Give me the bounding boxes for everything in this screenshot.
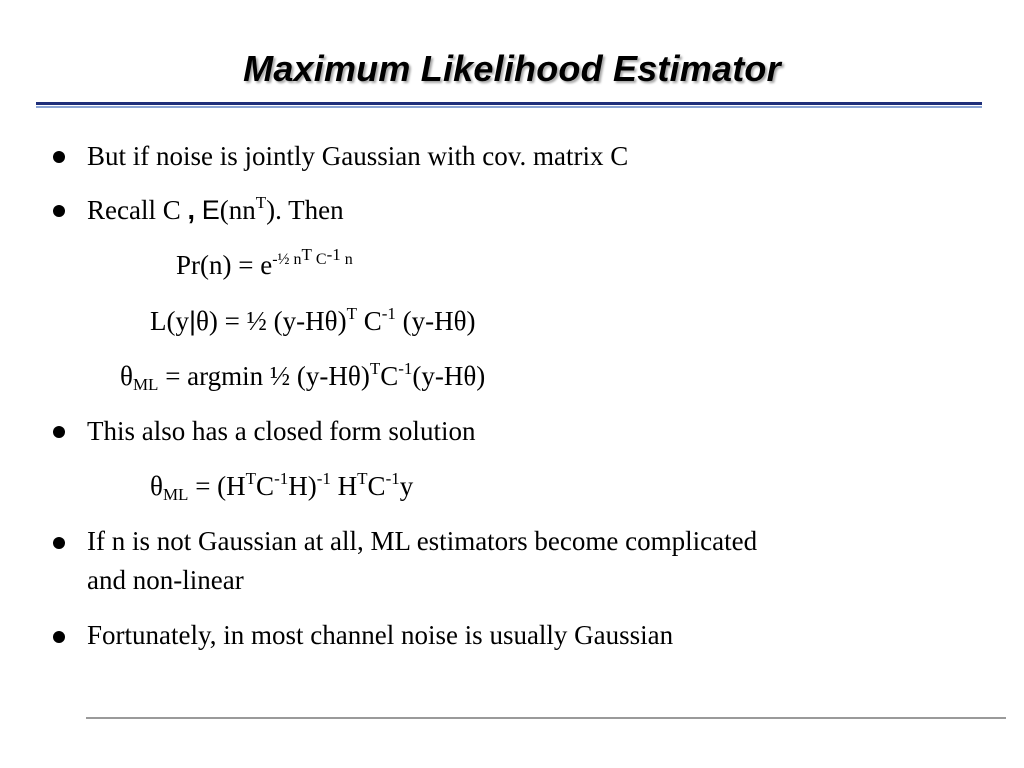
recall-comma: , bbox=[187, 195, 195, 225]
recall-suffix: ). Then bbox=[266, 195, 344, 225]
footer-divider bbox=[86, 717, 1006, 719]
eq-pr-exp2: T bbox=[301, 245, 312, 264]
eq-c-sub: ML bbox=[162, 485, 189, 504]
recall-expectation: E bbox=[201, 195, 220, 225]
eq-c-s3: -1 bbox=[316, 469, 331, 488]
eq-pr-exp3: C bbox=[311, 251, 327, 268]
bullet-text-line2: and non-linear bbox=[87, 565, 244, 595]
eq-pr-exp4: -1 bbox=[326, 245, 341, 264]
eq-l-p1: L(y bbox=[150, 306, 189, 336]
eq-c-p4: H) bbox=[288, 471, 317, 501]
bullet-text: But if noise is jointly Gaussian with cov. matrix C bbox=[87, 141, 629, 171]
bullet-marker bbox=[53, 151, 65, 163]
slide-title: Maximum Likelihood Estimator bbox=[243, 48, 781, 89]
recall-nn: (nn bbox=[219, 195, 256, 225]
eq-l-p4: (y-Hθ) bbox=[395, 306, 476, 336]
bullet-recall bbox=[87, 194, 344, 226]
eq-c-s1: T bbox=[245, 469, 257, 488]
eq-a-p1: θ bbox=[120, 361, 133, 391]
bullet-marker bbox=[53, 631, 65, 643]
title-divider bbox=[36, 102, 982, 105]
eq-c-s4: T bbox=[357, 469, 368, 488]
bullet-text-line1: If n is not Gaussian at all, ML estimators become complicated bbox=[87, 526, 758, 556]
bullet-marker bbox=[53, 537, 65, 549]
eq-a-s1: T bbox=[369, 359, 381, 378]
eq-a-sub: ML bbox=[132, 375, 159, 394]
eq-pr-exp5: n bbox=[340, 251, 353, 268]
eq-a-p2: = argmin ½ (y-Hθ) bbox=[158, 361, 370, 391]
eq-c-s5: -1 bbox=[385, 469, 400, 488]
eq-c-p5: H bbox=[330, 471, 358, 501]
title-divider-highlight bbox=[36, 106, 982, 108]
eq-l-p2: θ) = ½ (y-Hθ) bbox=[196, 306, 347, 336]
eq-l-s1: T bbox=[346, 304, 357, 323]
eq-a-p3: C bbox=[380, 361, 399, 391]
eq-l-p3: C bbox=[356, 306, 382, 336]
eq-l-s2: -1 bbox=[381, 304, 396, 323]
bullet-text: This also has a closed form solution bbox=[87, 416, 476, 446]
eq-a-s2: -1 bbox=[398, 359, 413, 378]
eq-c-p3: C bbox=[256, 471, 275, 501]
eq-pr-base: Pr(n) = e bbox=[176, 250, 273, 280]
recall-transpose: T bbox=[255, 193, 267, 212]
bullet-marker bbox=[53, 426, 65, 438]
eq-c-p6: C bbox=[367, 471, 386, 501]
eq-c-p7: y bbox=[399, 471, 414, 501]
equation-theta-argmin bbox=[120, 360, 485, 392]
eq-a-p4: (y-Hθ) bbox=[412, 361, 486, 391]
equation-pr bbox=[176, 245, 353, 281]
eq-l-bar: | bbox=[188, 306, 196, 336]
eq-c-p1: θ bbox=[150, 471, 163, 501]
eq-c-p2: = (H bbox=[188, 471, 246, 501]
bullet-marker bbox=[53, 205, 65, 217]
equation-theta-closed bbox=[150, 470, 413, 502]
eq-c-s2: -1 bbox=[274, 469, 289, 488]
bullet-text: Fortunately, in most channel noise is usually Gaussian bbox=[87, 620, 674, 650]
eq-pr-exp1: -½ n bbox=[272, 251, 302, 268]
equation-likelihood bbox=[150, 305, 476, 337]
recall-prefix: Recall C bbox=[87, 195, 188, 225]
